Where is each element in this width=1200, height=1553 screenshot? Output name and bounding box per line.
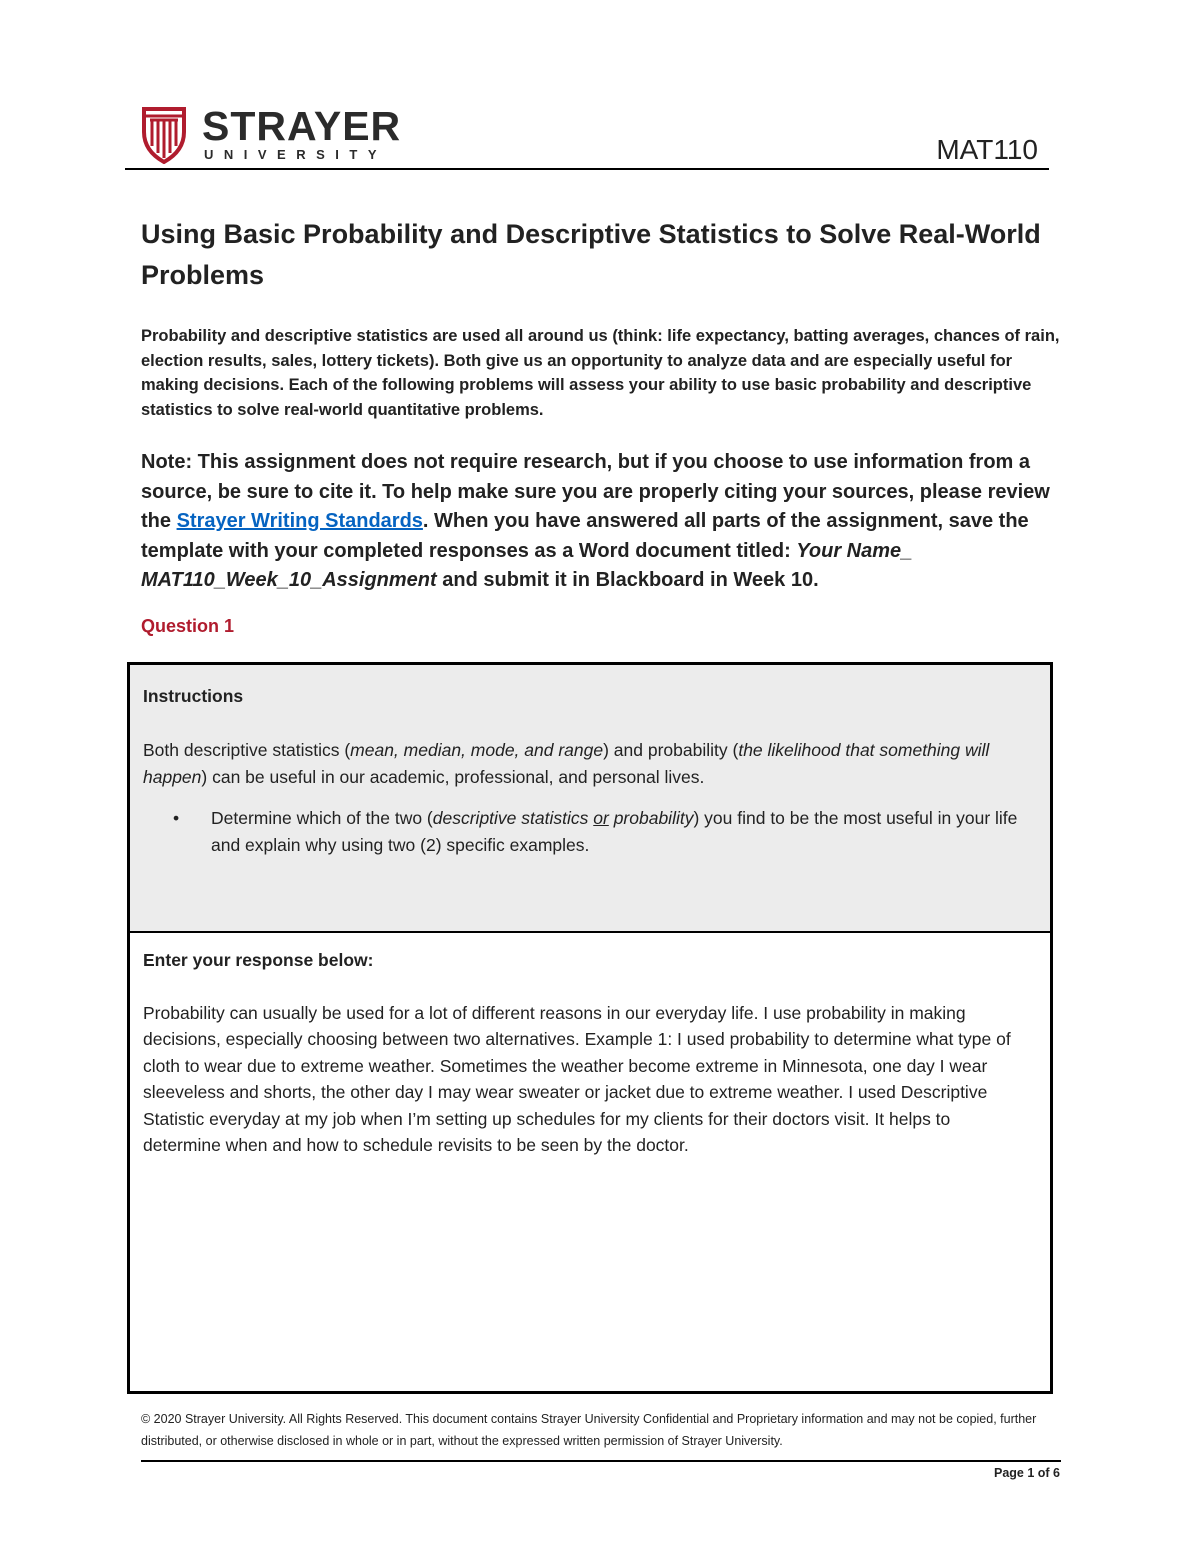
instructions-heading: Instructions bbox=[143, 686, 244, 706]
document-title: Using Basic Probability and Descriptive Statistics to Solve Real-World Problems bbox=[141, 219, 1041, 290]
instruction-bullet: • Determine which of the two (descriptive statistics or probability) you find to be the most useful in your life and explain why using two (2) specific examples. bbox=[143, 805, 1023, 859]
note-text-1: Note: This assignment does not require research, but if you choose to use information from a source, be sure to cite it. To help make sure you are properly citing your sources, please review the bbox=[141, 451, 1050, 532]
note-paragraph bbox=[141, 448, 1061, 596]
shield-logo-icon bbox=[141, 106, 187, 164]
note-text-2: . When you have answered all parts of the assignment, save the template with your completed responses as a Word document titled: bbox=[141, 510, 1029, 562]
writing-standards-link[interactable]: Strayer Writing Standards bbox=[176, 510, 423, 532]
logo-wordmark: STRAYER bbox=[202, 103, 402, 149]
footer-copyright: © 2020 Strayer University. All Rights Reserved. This document contains Strayer University Confidential and Proprietary information and may not be copied, further distributed, or otherwise disclosed in whole or in part, without the expressed written permission of Strayer University. bbox=[141, 1412, 1037, 1448]
question-label: Question 1 bbox=[141, 616, 235, 636]
response-cell[interactable] bbox=[143, 947, 1023, 1159]
intro-paragraph: Probability and descriptive statistics are used all around us (think: life expectancy, batting averages, chances of rain, election results, sales, lottery tickets). Both give us an opportunity to analyze data and are especially useful for making decisions. Each of the following problems will assess your ability to use basic probability and descriptive statistics to solve real-world quantitative problems. bbox=[141, 327, 1060, 419]
response-text[interactable]: Probability can usually be used for a lot of different reasons in our everyday life. I use probability in making decisions, especially choosing between two alternatives. Example 1: I used probability to determine what type of cloth to wear due to extreme weather. Sometimes the weather become extreme in Minnesota, one day I wear sleeveless and shorts, the other day I may wear sweater or jacket due to extreme weather. I used Descriptive Statistic everyday at my job when I’m setting up schedules for my clients for their doctors visit. It helps to determine when and how to schedule revisits to be seen by the doctor. bbox=[143, 1002, 1011, 1155]
instructions-text: Both descriptive statistics (mean, median, mode, and range) and probability (the likelihood that something will happen) can be useful in our academic, professional, and personal lives. bbox=[143, 740, 990, 787]
note-filename: Your Name_ MAT110_Week_10_Assignment bbox=[141, 539, 913, 591]
page-number: Page 1 of 6 bbox=[994, 1466, 1060, 1480]
question-table bbox=[127, 662, 1053, 1394]
course-code: MAT110 bbox=[936, 134, 1038, 165]
footer-divider bbox=[141, 1460, 1061, 1462]
instructions-cell bbox=[130, 665, 1050, 933]
logo-subtitle: UNIVERSITY bbox=[204, 147, 388, 162]
response-heading: Enter your response below: bbox=[143, 950, 374, 970]
note-text-3: and submit it in Blackboard in Week 10. bbox=[436, 569, 819, 591]
header-divider bbox=[125, 168, 1049, 170]
bullet-icon: • bbox=[173, 808, 180, 828]
